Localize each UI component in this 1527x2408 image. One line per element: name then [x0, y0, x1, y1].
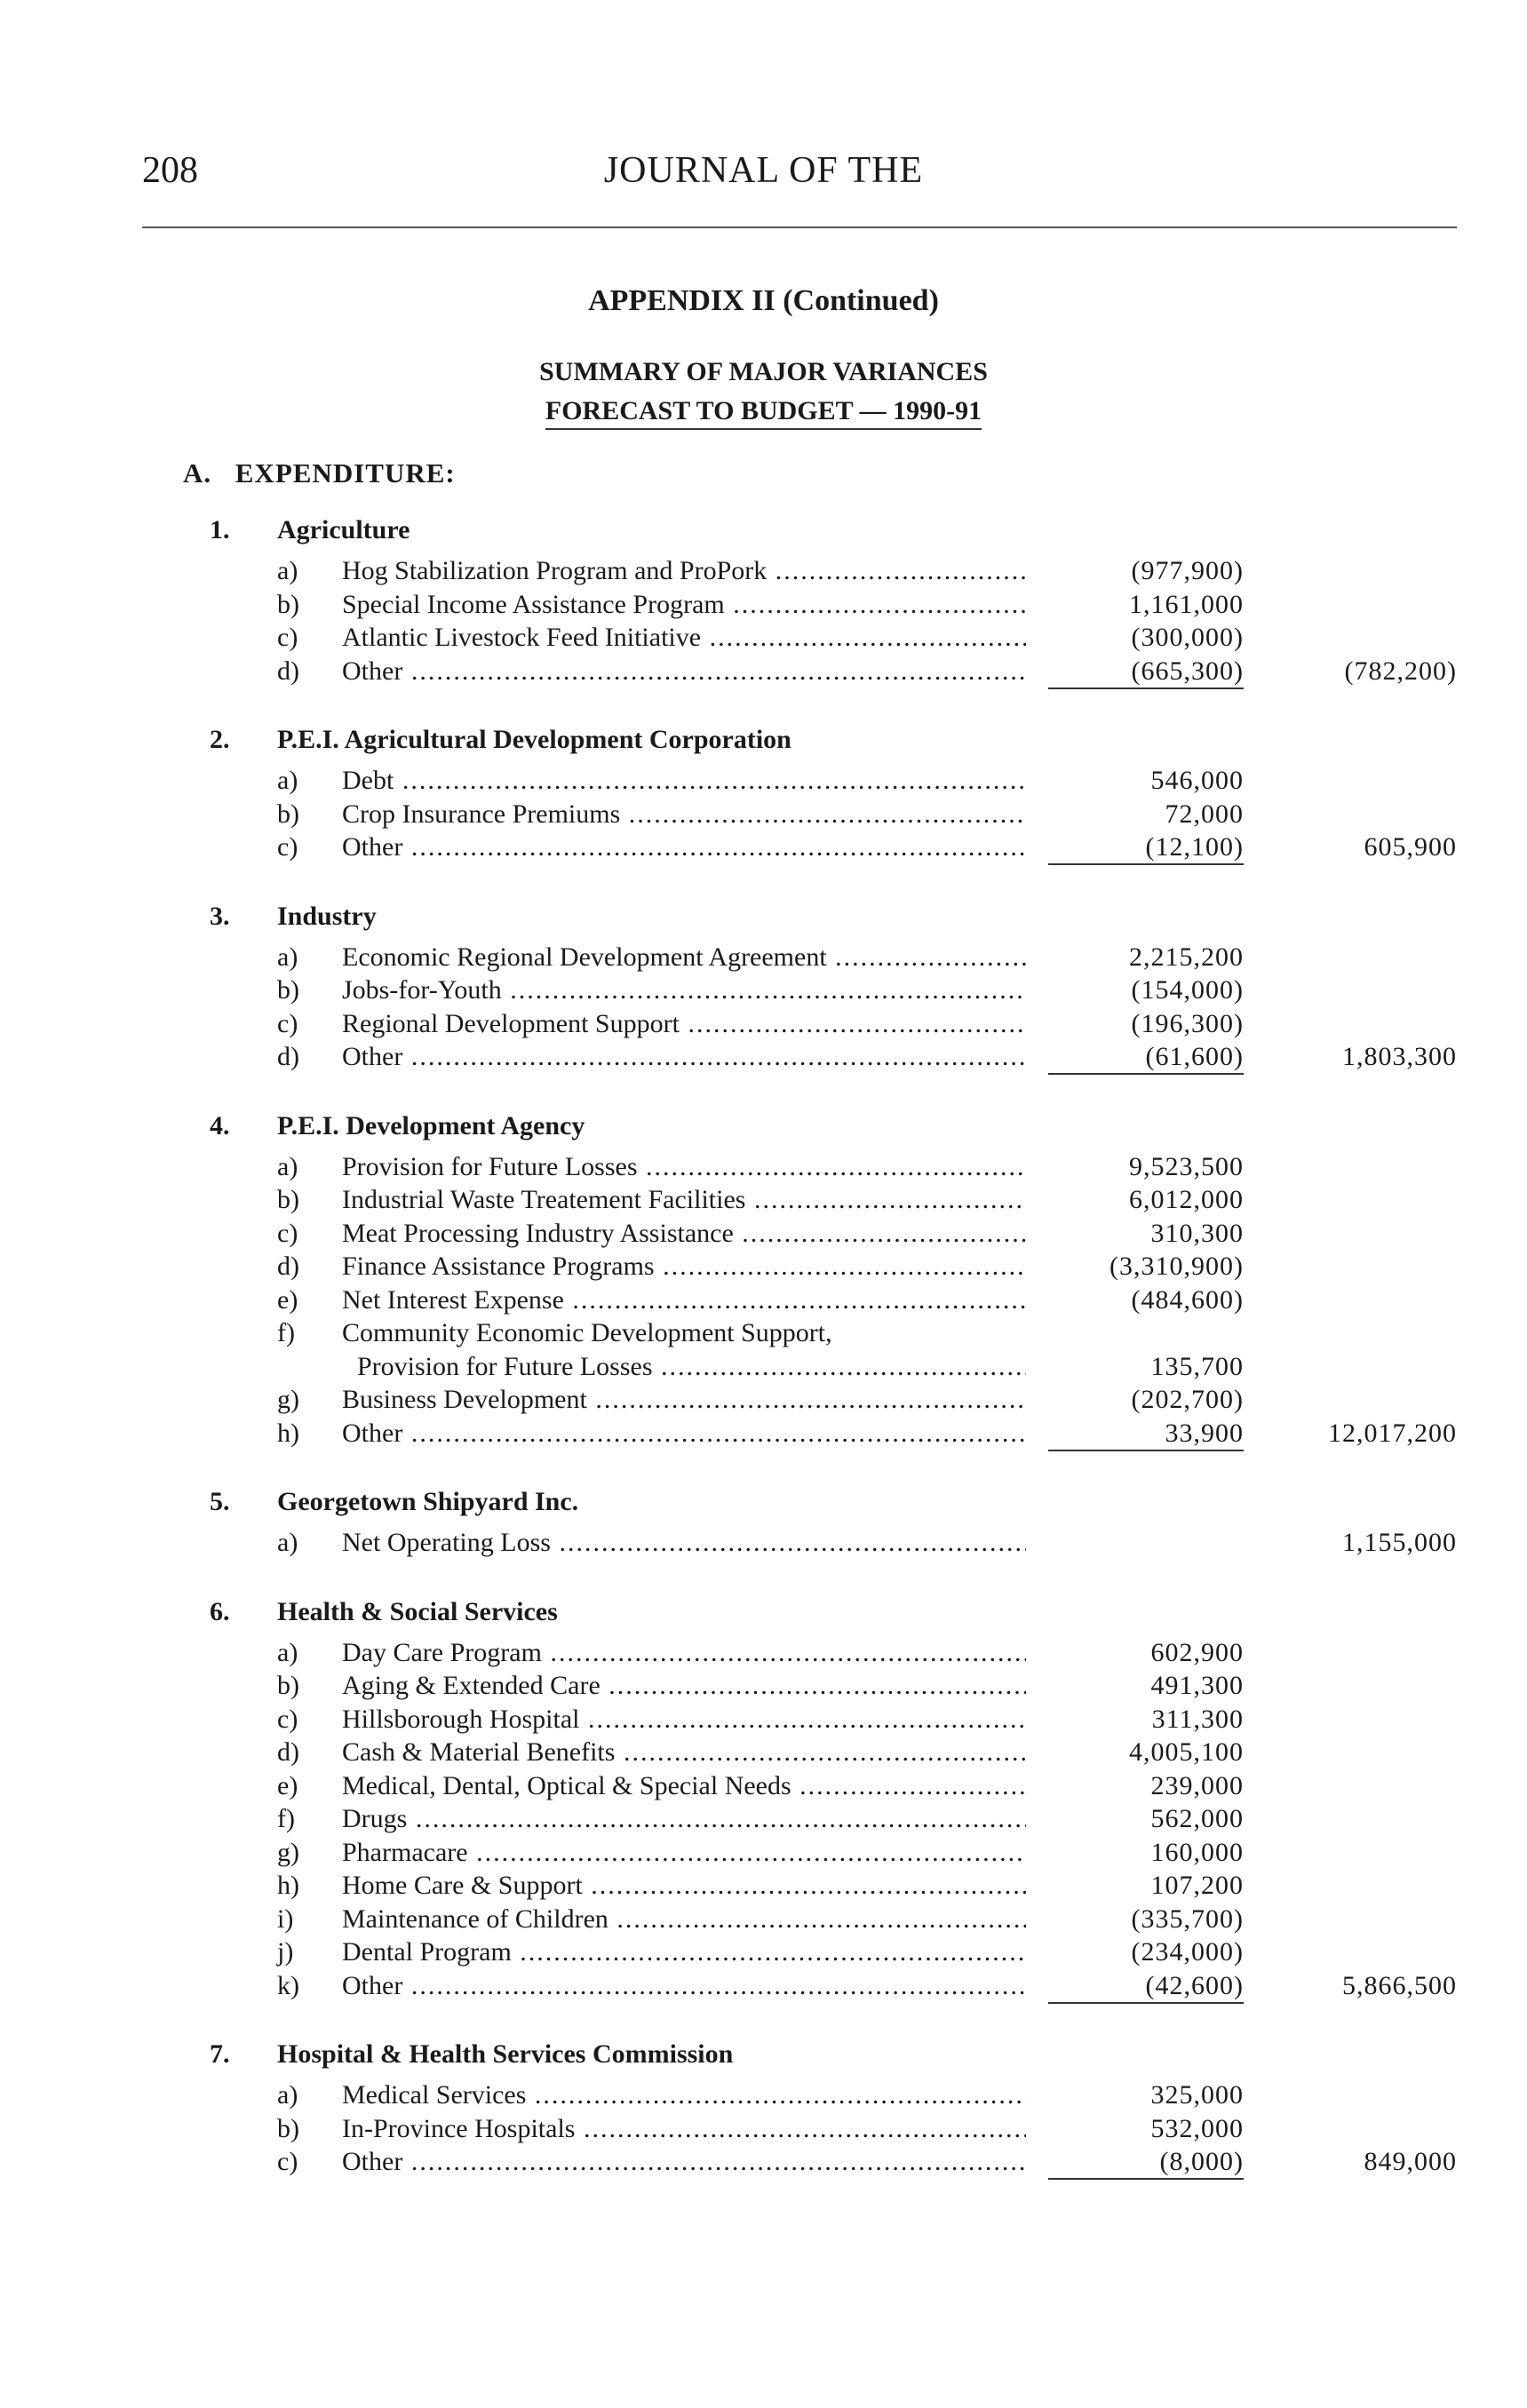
variance-item: [0, 1150, 1527, 1184]
item-letter: e): [277, 1284, 298, 1315]
variance-item: [0, 1283, 1527, 1317]
variance-item: [0, 1769, 1527, 1803]
item-letter: a): [277, 556, 298, 585]
item-amount: (202,700): [1131, 1385, 1244, 1414]
variance-item: [0, 941, 1527, 974]
item-letter: c): [277, 623, 298, 652]
variance-item: [0, 1802, 1527, 1836]
group-total: (782,200): [1344, 656, 1457, 686]
variance-group: [0, 1597, 1527, 2003]
item-amount: 4,005,100: [1129, 1737, 1244, 1767]
page-number: 208: [142, 150, 198, 191]
group-number: 4.: [210, 1110, 230, 1140]
item-label: Other .....: [342, 2145, 1026, 2179]
variance-item: [0, 1217, 1527, 1251]
variance-item: [0, 621, 1527, 655]
item-label: Meat Processing Industry Assistance .....: [342, 1217, 1026, 1251]
item-label: Home Care & Support .....: [342, 1869, 1026, 1903]
item-letter: k): [277, 1970, 299, 2000]
group-title: [0, 1487, 1527, 1526]
variance-item: [0, 1935, 1527, 1969]
variance-item: [0, 1903, 1527, 1936]
item-label: Atlantic Livestock Feed Initiative .....: [342, 621, 1026, 655]
item-label: Drugs .....: [342, 1802, 1026, 1836]
item-label: Hillsborough Hospital .....: [342, 1703, 1026, 1736]
variance-item: [0, 1007, 1527, 1041]
variance-group: [0, 1487, 1527, 1560]
item-amount: 135,700: [1150, 1351, 1244, 1381]
item-label: Economic Regional Development Agreement .....: [342, 941, 1026, 974]
item-label: Jobs-for-Youth .....: [342, 974, 1026, 1007]
item-letter: g): [277, 1837, 299, 1867]
group-title: [0, 725, 1527, 764]
item-letter: f): [277, 1318, 295, 1347]
item-amount: 2,215,200: [1129, 942, 1244, 972]
variance-item: [0, 1417, 1527, 1450]
variance-item: [0, 1869, 1527, 1903]
item-label: Debt .....: [342, 764, 1026, 798]
item-label: Regional Development Support .....: [342, 1007, 1026, 1041]
item-label: Business Development .....: [342, 1383, 1026, 1417]
variance-item: [0, 974, 1527, 1007]
item-label: Other .....: [342, 1417, 1026, 1450]
item-letter: c): [277, 832, 298, 862]
item-letter: a): [277, 766, 298, 795]
item-letter: b): [277, 799, 299, 829]
variance-item: [0, 655, 1527, 688]
variance-item: [0, 1703, 1527, 1736]
variance-item: [0, 830, 1527, 864]
item-label: Net Interest Expense .....: [342, 1283, 1026, 1317]
item-label-continuation: Provision for Future Losses .....: [357, 1350, 1026, 1384]
item-amount: 325,000: [1150, 2080, 1244, 2110]
group-name: P.E.I. Development Agency: [277, 1110, 585, 1140]
forecast-title: FORECAST TO BUDGET — 1990-91: [545, 396, 982, 430]
variance-item: [0, 1526, 1527, 1560]
group-name: Georgetown Shipyard Inc.: [277, 1487, 579, 1516]
variance-item: [0, 588, 1527, 622]
group-name: Industry: [277, 901, 377, 931]
item-label: Aging & Extended Care .....: [342, 1669, 1026, 1703]
group-name: P.E.I. Agricultural Development Corporation: [277, 725, 791, 754]
group-title: [0, 1111, 1527, 1150]
item-amount: 72,000: [1165, 799, 1244, 829]
item-letter: d): [277, 1042, 299, 1071]
group-title: [0, 902, 1527, 941]
item-letter: d): [277, 656, 299, 686]
group-total: 849,000: [1364, 2147, 1457, 2176]
item-amount: (234,000): [1131, 1937, 1244, 1967]
item-amount: 310,300: [1150, 1218, 1244, 1248]
item-amount: (977,900): [1131, 556, 1244, 585]
item-amount: (8,000): [1048, 2145, 1244, 2180]
header-rule: [142, 226, 1457, 228]
item-label: Industrial Waste Treatement Facilities .....: [342, 1183, 1026, 1217]
variance-item-continuation: [0, 1350, 1527, 1384]
variance-group: [0, 902, 1527, 1074]
item-amount: (42,600): [1048, 1969, 1244, 2004]
variance-item: [0, 1383, 1527, 1417]
item-letter: d): [277, 1737, 299, 1767]
item-letter: c): [277, 1218, 298, 1248]
group-total: 12,017,200: [1328, 1418, 1457, 1448]
item-letter: c): [277, 2147, 298, 2176]
variance-group: [0, 1111, 1527, 1450]
section-letter: A.: [183, 457, 212, 489]
item-amount: 239,000: [1150, 1770, 1244, 1800]
item-amount: (665,300): [1048, 655, 1244, 689]
item-label: Day Care Program .....: [342, 1636, 1026, 1670]
variance-item: [0, 2145, 1527, 2179]
group-number: 3.: [210, 901, 230, 931]
variance-item: [0, 2112, 1527, 2146]
variance-item: [0, 1183, 1527, 1217]
item-label: In-Province Hospitals .....: [342, 2112, 1026, 2146]
item-letter: b): [277, 2113, 299, 2143]
item-letter: a): [277, 2080, 298, 2110]
variance-item: [0, 1636, 1527, 1670]
item-amount: 107,200: [1150, 1871, 1244, 1900]
item-amount: 160,000: [1150, 1837, 1244, 1867]
item-amount: 602,900: [1150, 1637, 1244, 1667]
item-letter: a): [277, 942, 298, 972]
item-letter: a): [277, 1637, 298, 1667]
variance-item: [0, 1736, 1527, 1769]
item-label: Other .....: [342, 1969, 1026, 2003]
group-number: 7.: [210, 2039, 230, 2069]
item-label: Community Economic Development Support,: [342, 1318, 832, 1347]
item-letter: a): [277, 1151, 298, 1181]
item-label: Medical, Dental, Optical & Special Needs .....: [342, 1769, 1026, 1803]
item-letter: j): [277, 1937, 294, 1967]
item-letter: c): [277, 1704, 298, 1734]
section-heading: [183, 457, 456, 489]
item-amount: (12,100): [1048, 830, 1244, 865]
running-head: JOURNAL OF THE: [603, 150, 924, 191]
variance-item: [0, 1250, 1527, 1283]
item-amount: (196,300): [1131, 1008, 1244, 1038]
item-label: Pharmacare .....: [342, 1836, 1026, 1870]
item-letter: g): [277, 1385, 299, 1414]
item-letter: a): [277, 1528, 298, 1557]
group-name: Hospital & Health Services Commission: [277, 2039, 734, 2069]
item-amount: (484,600): [1131, 1284, 1244, 1315]
appendix-title-block: [0, 284, 1527, 430]
variance-item: [0, 764, 1527, 798]
variance-item: [0, 1316, 1527, 1350]
item-letter: e): [277, 1770, 298, 1800]
item-label: Net Operating Loss .....: [342, 1526, 1026, 1560]
item-label: Cash & Material Benefits .....: [342, 1736, 1026, 1769]
group-number: 5.: [210, 1487, 230, 1516]
variance-item: [0, 2078, 1527, 2112]
item-letter: b): [277, 589, 299, 619]
variance-item: [0, 1669, 1527, 1703]
item-amount: (300,000): [1131, 623, 1244, 652]
variance-item: [0, 1836, 1527, 1870]
group-number: 6.: [210, 1596, 230, 1626]
item-label: Provision for Future Losses .....: [342, 1150, 1026, 1184]
variance-item: [0, 1969, 1527, 2003]
item-amount: 33,900: [1048, 1417, 1244, 1451]
item-letter: h): [277, 1871, 299, 1900]
item-amount: (3,310,900): [1109, 1252, 1244, 1281]
group-total: 5,866,500: [1342, 1970, 1457, 2000]
item-letter: d): [277, 1252, 299, 1281]
group-title: [0, 515, 1527, 554]
item-amount: 491,300: [1150, 1671, 1244, 1700]
variance-group: [0, 515, 1527, 687]
item-letter: c): [277, 1008, 298, 1038]
item-amount: (335,700): [1131, 1903, 1244, 1934]
item-amount: 562,000: [1150, 1804, 1244, 1833]
item-amount: (61,600): [1048, 1040, 1244, 1075]
group-number: 2.: [210, 725, 230, 754]
group-total: 1,155,000: [1342, 1528, 1457, 1557]
item-label: Crop Insurance Premiums .....: [342, 798, 1026, 831]
item-label: Other .....: [342, 655, 1026, 688]
group-name: Health & Social Services: [277, 1596, 558, 1626]
group-number: 1.: [210, 515, 230, 544]
item-amount: 1,161,000: [1129, 589, 1244, 619]
group-title: [0, 1597, 1527, 1636]
item-label: Finance Assistance Programs .....: [342, 1250, 1026, 1283]
item-amount: 9,523,500: [1129, 1151, 1244, 1181]
variance-groups: [0, 515, 1527, 2216]
item-label: Dental Program .....: [342, 1935, 1026, 1969]
item-amount: (154,000): [1131, 975, 1244, 1005]
item-label: Hog Stabilization Program and ProPork .....: [342, 554, 1026, 588]
item-label: Other .....: [342, 1040, 1026, 1074]
group-total: 1,803,300: [1342, 1042, 1457, 1071]
item-letter: h): [277, 1418, 299, 1448]
variance-item: [0, 554, 1527, 588]
item-label: Other .....: [342, 830, 1026, 864]
item-label: Special Income Assistance Program .....: [342, 588, 1026, 622]
item-letter: f): [277, 1804, 295, 1833]
item-letter: b): [277, 975, 299, 1005]
group-total: 605,900: [1364, 832, 1457, 862]
item-label: Maintenance of Children .....: [342, 1903, 1026, 1936]
item-amount: 311,300: [1151, 1704, 1244, 1734]
item-label: Medical Services .....: [342, 2078, 1026, 2112]
item-letter: b): [277, 1185, 299, 1214]
group-title: [0, 2039, 1527, 2078]
appendix-title: APPENDIX II (Continued): [588, 284, 939, 317]
item-letter: b): [277, 1671, 299, 1700]
variance-item: [0, 798, 1527, 831]
variance-group: [0, 2039, 1527, 2179]
item-amount: 6,012,000: [1129, 1185, 1244, 1214]
item-letter: i): [277, 1903, 294, 1934]
summary-title: SUMMARY OF MAJOR VARIANCES: [539, 357, 988, 386]
section-title: EXPENDITURE:: [235, 457, 456, 489]
variance-item: [0, 1040, 1527, 1074]
group-name: Agriculture: [277, 515, 410, 544]
item-amount: 532,000: [1150, 2113, 1244, 2143]
variance-group: [0, 725, 1527, 864]
item-amount: 546,000: [1150, 766, 1244, 795]
